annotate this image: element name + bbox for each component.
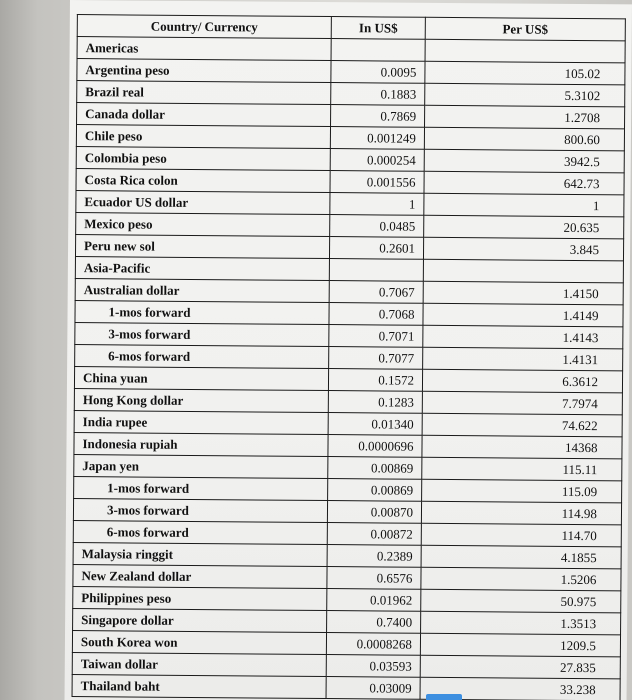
value-in-usd: 0.0095 <box>331 61 425 84</box>
value-per-usd: 115.11 <box>422 457 622 481</box>
value-per-usd: 642.73 <box>424 171 624 195</box>
value-per-usd: 1.4149 <box>423 303 623 327</box>
value-per-usd: 7.7974 <box>422 391 622 415</box>
value-per-usd: 20.635 <box>424 215 624 239</box>
value-per-usd: 115.09 <box>422 479 622 503</box>
value-in-usd: 0.7077 <box>329 347 423 370</box>
currency-name: Asia-Pacific <box>75 257 329 281</box>
value-per-usd: 114.70 <box>421 523 621 547</box>
currency-name: Indonesia rupiah <box>74 433 328 457</box>
currency-name: India rupee <box>74 411 328 435</box>
currency-name: Americas <box>77 37 331 61</box>
value-in-usd: 0.2389 <box>327 545 421 568</box>
value-in-usd: 0.03593 <box>326 655 420 678</box>
currency-name: Chile peso <box>76 125 330 149</box>
currency-name: Thailand baht <box>72 675 326 699</box>
currency-name: Philippines peso <box>73 587 327 611</box>
value-per-usd: 1.3513 <box>421 611 621 635</box>
currency-name: 1-mos forward <box>74 477 328 501</box>
value-in-usd: 0.0008268 <box>326 633 420 656</box>
value-per-usd: 14368 <box>422 435 622 459</box>
header-country-currency: Country/ Currency <box>77 15 331 39</box>
value-per-usd: 1.4131 <box>423 347 623 371</box>
value-in-usd: 0.001556 <box>330 171 424 194</box>
value-per-usd: 1.4150 <box>423 281 623 305</box>
value-in-usd: 0.001249 <box>330 127 424 150</box>
value-per-usd: 50.975 <box>421 589 621 613</box>
value-in-usd: 0.1283 <box>328 391 422 414</box>
currency-name: Peru new sol <box>75 235 329 259</box>
value-per-usd: 1209.5 <box>420 633 620 657</box>
value-in-usd: 0.01340 <box>328 413 422 436</box>
currency-name: Canada dollar <box>77 103 331 127</box>
header-in-usd: In US$ <box>331 17 425 40</box>
value-in-usd: 0.7067 <box>329 281 423 304</box>
currency-name: Malaysia ringgit <box>73 543 327 567</box>
value-per-usd: 4.1855 <box>421 545 621 569</box>
value-per-usd: 33.238 <box>420 677 620 700</box>
table-row <box>72 675 620 700</box>
value-in-usd: 0.2601 <box>329 237 423 260</box>
value-per-usd: 3.845 <box>423 237 623 261</box>
value-in-usd: 0.00870 <box>327 501 421 524</box>
blue-marker-shape <box>426 694 462 700</box>
currency-name: Hong Kong dollar <box>74 389 328 413</box>
currency-name: 1-mos forward <box>75 301 329 325</box>
value-in-usd: 0.7068 <box>329 303 423 326</box>
value-in-usd: 0.000254 <box>330 149 424 172</box>
value-in-usd: 0.00869 <box>328 457 422 480</box>
currency-name: Ecuador US dollar <box>76 191 330 215</box>
value-per-usd: 1.2708 <box>425 105 625 129</box>
value-in-usd: 0.7400 <box>327 611 421 634</box>
value-in-usd: 0.6576 <box>327 567 421 590</box>
value-in-usd: 1 <box>330 193 424 216</box>
value-in-usd: 0.00869 <box>328 479 422 502</box>
value-per-usd: 6.3612 <box>422 369 622 393</box>
value-per-usd: 74.622 <box>422 413 622 437</box>
value-in-usd: 0.01962 <box>327 589 421 612</box>
value-per-usd: 1.5206 <box>421 567 621 591</box>
currency-name: Colombia peso <box>76 147 330 171</box>
value-per-usd: 105.02 <box>425 61 625 85</box>
value-in-usd: 0.03009 <box>326 677 420 700</box>
table-body <box>72 37 625 700</box>
value-per-usd: 5.3102 <box>425 83 625 107</box>
value-per-usd: 1 <box>424 193 624 217</box>
value-in-usd: 0.1883 <box>331 83 425 106</box>
value-in-usd <box>329 259 423 282</box>
currency-table <box>72 14 626 700</box>
value-in-usd <box>331 39 425 62</box>
value-in-usd: 0.0000696 <box>328 435 422 458</box>
currency-name: 6-mos forward <box>73 521 327 545</box>
currency-name: 3-mos forward <box>73 499 327 523</box>
currency-name: Mexico peso <box>76 213 330 237</box>
currency-name: 6-mos forward <box>75 345 329 369</box>
currency-name: Australian dollar <box>75 279 329 303</box>
value-per-usd <box>425 39 625 63</box>
currency-name: Taiwan dollar <box>72 653 326 677</box>
value-per-usd <box>423 259 623 283</box>
currency-name: 3-mos forward <box>75 323 329 347</box>
header-per-usd: Per US$ <box>425 17 625 41</box>
currency-name: Singapore dollar <box>73 609 327 633</box>
currency-name: New Zealand dollar <box>73 565 327 589</box>
value-per-usd: 114.98 <box>421 501 621 525</box>
value-per-usd: 3942.5 <box>424 149 624 173</box>
value-in-usd: 0.00872 <box>327 523 421 546</box>
value-per-usd: 800.60 <box>424 127 624 151</box>
paper-sheet <box>65 0 632 700</box>
currency-name: Japan yen <box>74 455 328 479</box>
value-per-usd: 1.4143 <box>423 325 623 349</box>
currency-name: Brazil real <box>77 81 331 105</box>
currency-name: South Korea won <box>72 631 326 655</box>
value-in-usd: 0.1572 <box>328 369 422 392</box>
currency-name: Argentina peso <box>77 59 331 83</box>
value-in-usd: 0.7869 <box>331 105 425 128</box>
value-per-usd: 27.835 <box>420 655 620 679</box>
value-in-usd: 0.7071 <box>329 325 423 348</box>
value-in-usd: 0.0485 <box>330 215 424 238</box>
currency-name: Costa Rica colon <box>76 169 330 193</box>
currency-name: China yuan <box>74 367 328 391</box>
